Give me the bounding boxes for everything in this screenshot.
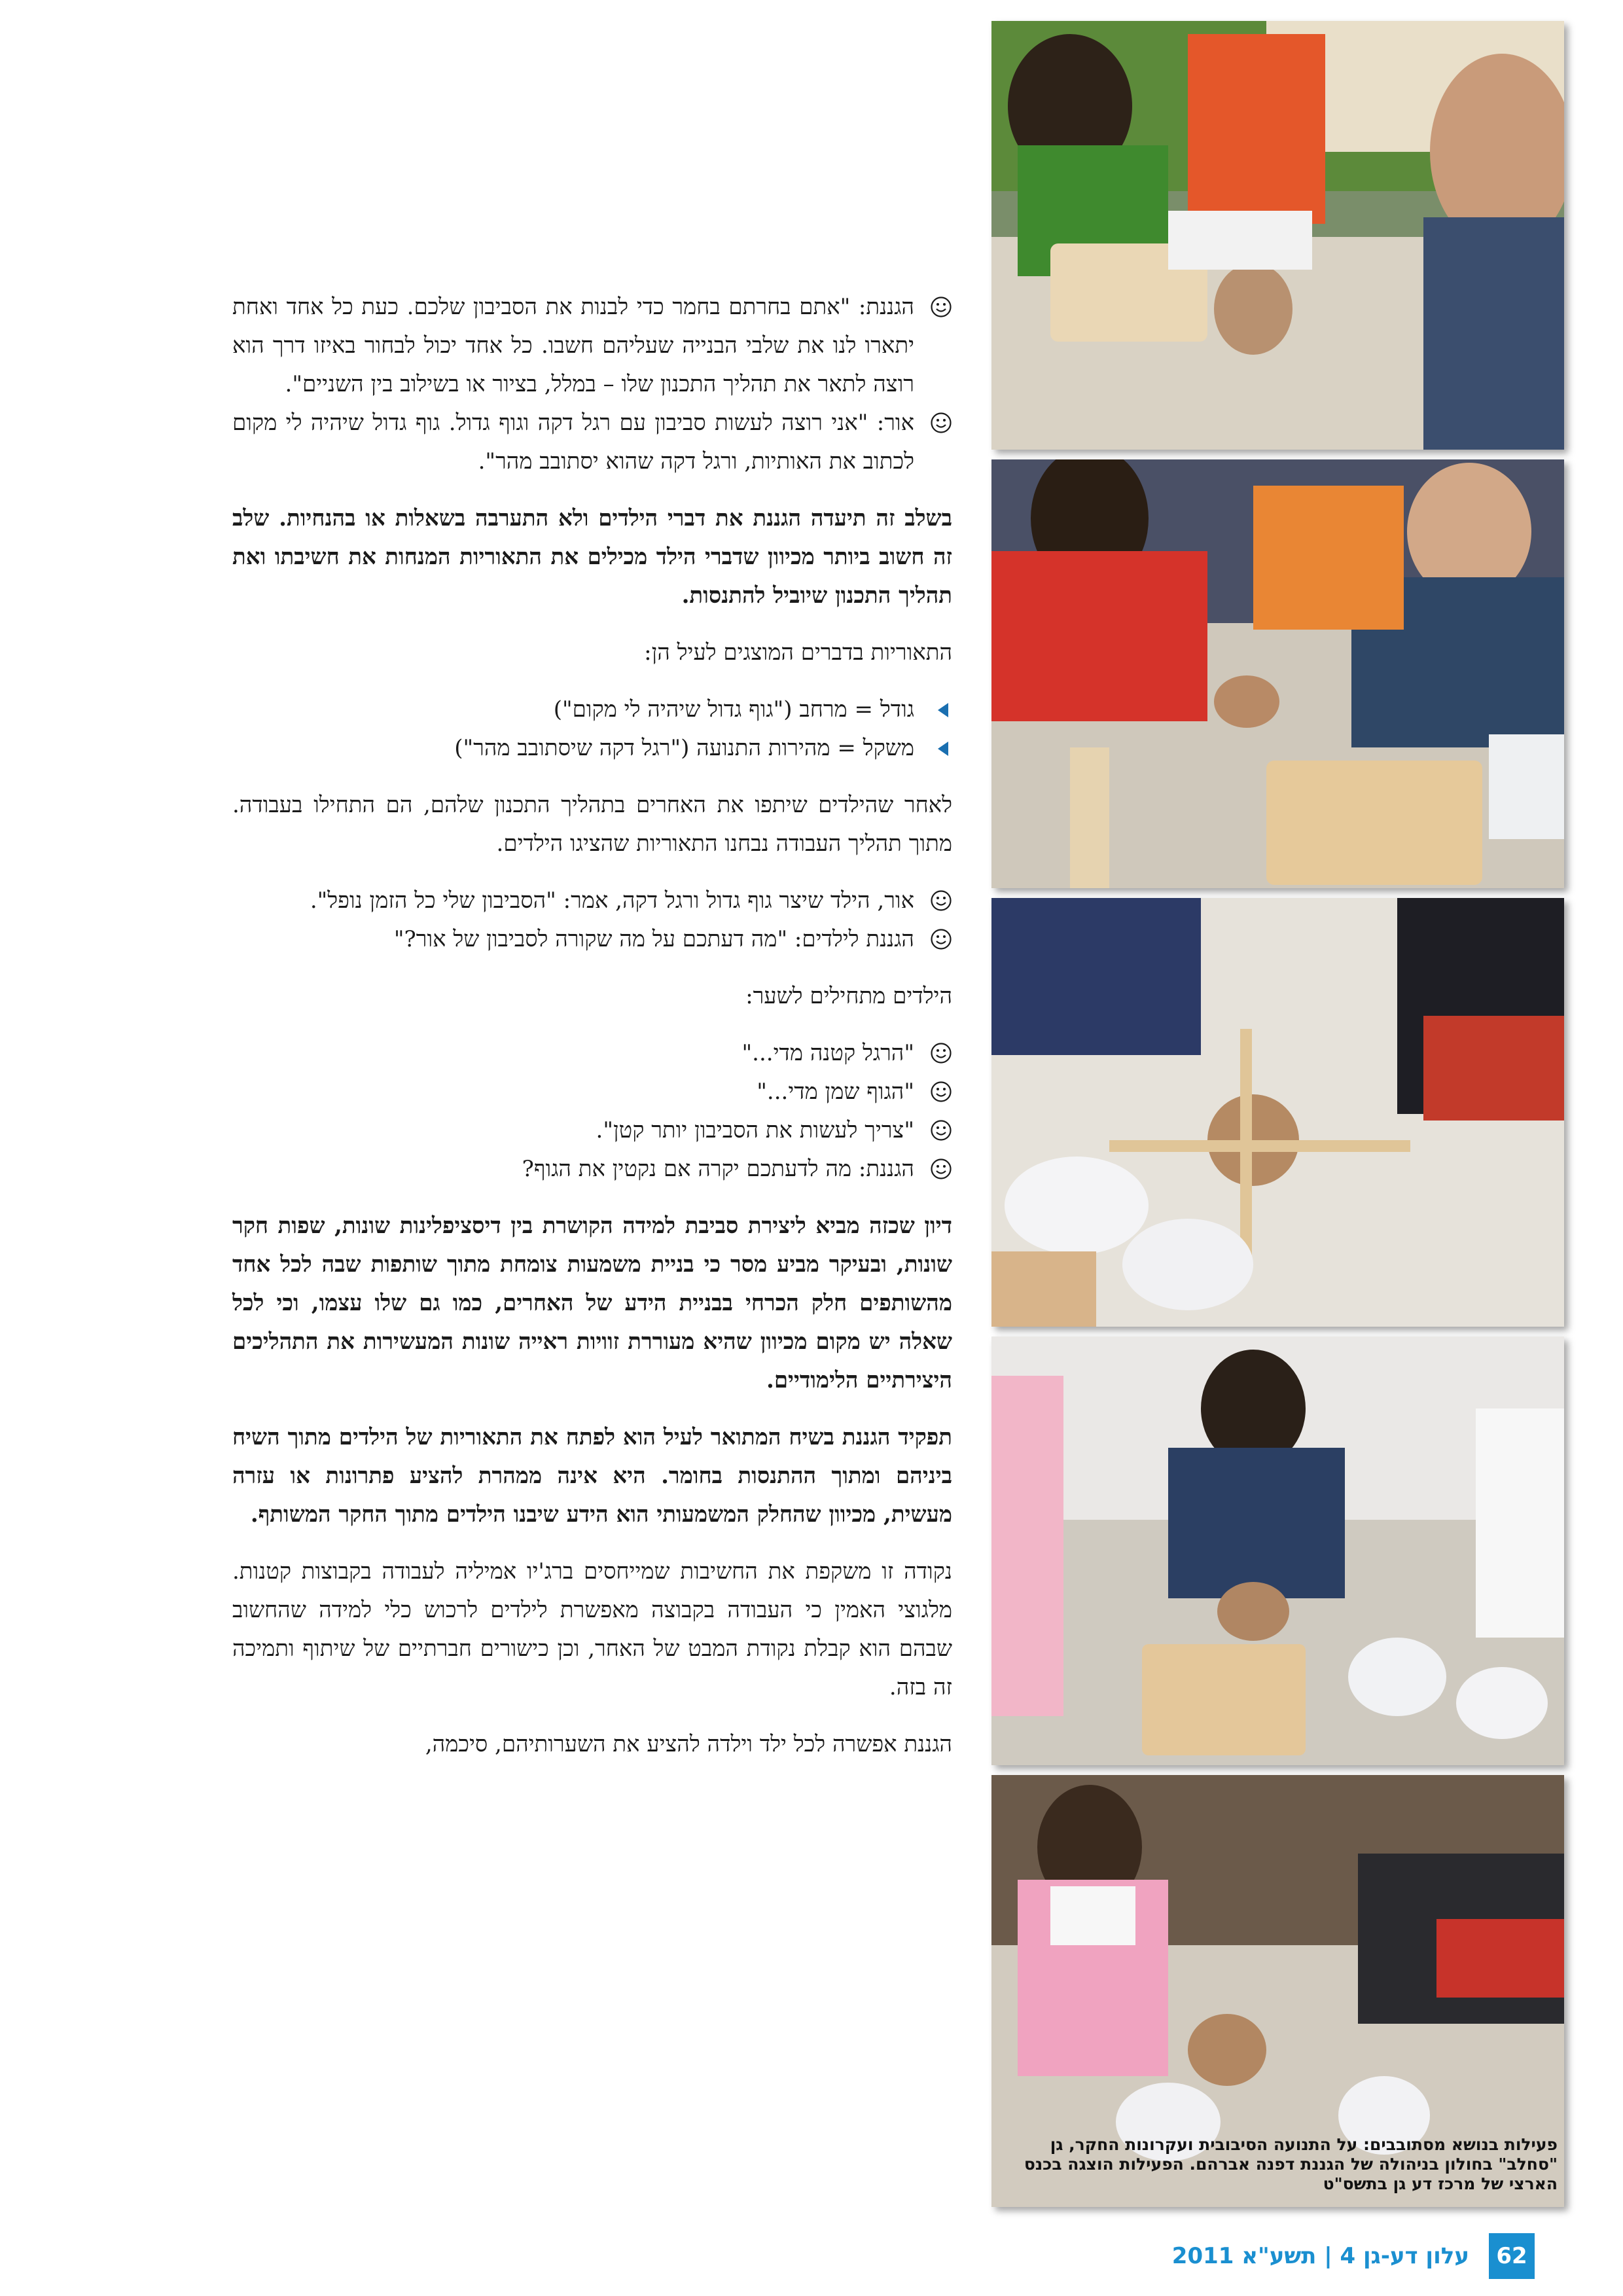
smiley-icon — [930, 889, 952, 912]
paragraph-reggio: נקודה זו משקפת את החשיבות שמייחסים ברג'יו אמיליה לעבודה בקבוצות קטנות. מלגוצי האמין כי העבודה בקבוצה מאפשרת לילדים לרכוש כלי למידה שהחשוב שבהם הוא קבלת נקודת המבט של האחר, וכן כישורים חברתיים של שיתוף ותמיכה זה בזה. — [232, 1558, 952, 1700]
smiley-icon — [930, 412, 952, 434]
smiley-icon — [930, 1042, 952, 1064]
photo-hands-clay-sticks — [991, 898, 1564, 1327]
quote-text: הגננת: "אתם בחרתם בחמר כדי לבנות את הסביבון שלכם. כעת כל אחד ואחת יתארו לנו את שלבי הבנייה שעליהם חשבו. כל אחד יכול לבחור באיזו דרך הוא רוצה לתאר את תהליך התכנון שלו – במלל, בציור או בשילוב בין השניים". — [232, 294, 914, 397]
triangle-bullet-icon — [938, 703, 948, 717]
smiley-icon — [930, 296, 952, 318]
quote-or-falls: אור, הילד שיצר גוף גדול ורגל דקה, אמר: "הסביבון שלי כל הזמן נופל". — [232, 882, 952, 920]
photo-caption: פעילות בנושא מסתובבים: על התנועה הסיבובית ועקרונות החקר, גן "סחלב" בחולון בניהולה של הגננת דפנה אברהם. הפעילות הוצגה בכנס הארצי של מרכז דע גן בתשס"ט — [1024, 2135, 1558, 2193]
quote-teacher-question: הגננת לילדים: "מה דעתכם על מה שקורה לסביבון של אור?" — [232, 920, 952, 959]
smiley-icon — [930, 1158, 952, 1180]
guess-item: "הגוף שמן מדי..." — [232, 1073, 952, 1111]
bold-paragraph-teacher-role: תפקיד הגננת בשיח המתואר לעיל הוא לפתח את התאוריות של הילדים מתוך השיח ביניהם ומתוך ההתנסות בחומר. היא אינה ממהרת להציע פתרונות או עזרה מעשית, מכיוון שהחלק המשמעותי הוא הידע שיבנו הילדים מתוך החקר המשותף. — [232, 1424, 952, 1528]
photo-boy-building-spinner — [991, 1336, 1564, 1765]
page-footer — [982, 2233, 1535, 2279]
triangle-bullet-icon — [938, 742, 948, 756]
smiley-icon — [930, 1119, 952, 1141]
guess-item: "צריך לעשות את הסביבון יותר קטן". — [232, 1111, 952, 1150]
smiley-icon — [930, 1081, 952, 1103]
paragraph-after-planning: לאחר שהילדים שיתפו את האחרים בתהליך התכנון שלהם, הם התחילו בעבודה. מתוך תהליך העבודה נבחנו התאוריות שהציגו הילדים. — [232, 792, 952, 857]
guess-item: הגננת: מה לדעתכם יקרה אם נקטין את הגוף? — [232, 1150, 952, 1189]
page-number: 62 — [1489, 2233, 1535, 2279]
bold-paragraph-documentation: בשלב זה תיעדה הגננת את דברי הילדים ולא התערבה בשאלות או בהנחיות. שלב זה חשוב ביותר מכיוון שדברי הילד מכילים את התאוריות המנחות את חשיבתו ואת תהליך התכנון שיוביל להתנסות. — [232, 505, 952, 609]
quote-teacher-intro — [232, 288, 952, 404]
guess-item: "הרגל קטנה מדי..." — [232, 1034, 952, 1073]
journal-title: עלון דע-גן 4 | תשע"א 2011 — [1171, 2243, 1469, 2269]
theories-intro: התאוריות בדברים המוצגים לעיל הן: — [644, 639, 952, 666]
quote-or-plan — [232, 404, 952, 481]
bullet-item: משקל = מהירות התנועה ("רגל דקה שיסתובב מהר") — [232, 729, 952, 768]
bold-paragraph-discussion: דיון שכזה מביא ליצירת סביבת למידה הקושרת בין דיסציפלינות שונות, שפות חקר שונות, ובעיקר מביע מסר כי בניית משמעות צומחת מתוך שותפות שבה לכל אחד מהשותפים חלק הכרחי בבניית הידע של האחרים, כמו גם שלו עצמו, וכי לכל שאלה יש מקום מכיוון שהיא מעוררת זוויות ראייה שונות המעשירות את התהליכים היצירתיים הלימודיים. — [232, 1213, 952, 1393]
article-text — [232, 288, 952, 1782]
photo-kids-table-beads — [991, 21, 1564, 450]
quote-text: אור: "אני רוצה לעשות סביבון עם רגל דקה וגוף גדול. גוף גדול שיהיה לי מקום לכתוב את האותיות, ורגל דקה שהוא יסתובב מהר". — [232, 410, 914, 475]
paragraph-last: הגננת אפשרה לכל ילד וילדה להציע את השערותיהם, סיכמה, — [425, 1731, 952, 1757]
smiley-icon — [930, 928, 952, 950]
photo-kids-clay-spinning-top — [991, 459, 1564, 888]
kids-guess-intro: הילדים מתחילים לשער: — [745, 983, 952, 1009]
bullet-item: גודל = מרחב ("גוף גדול שיהיה לי מקום") — [232, 691, 952, 729]
